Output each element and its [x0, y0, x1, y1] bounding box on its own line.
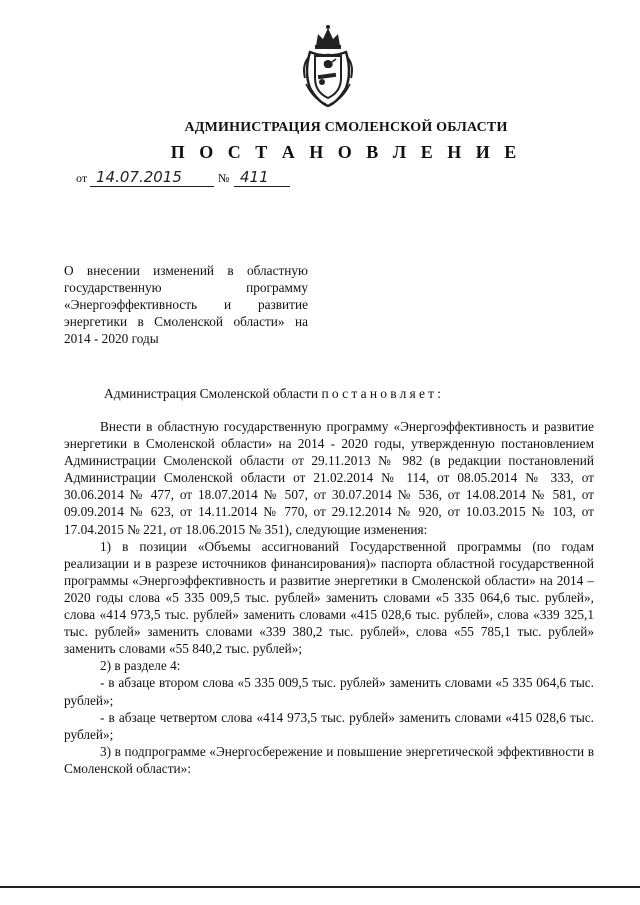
paragraph-item-2: 2) в разделе 4:	[100, 658, 181, 674]
preamble	[104, 386, 604, 402]
handwritten-date: 14.07.2015	[96, 168, 182, 186]
preamble-verb: постановляет:	[321, 386, 445, 401]
document-body	[64, 418, 594, 777]
subject-text: О внесении изменений в областную государственную программу «Энергоэффективность и развитие энергетики в Смоленской области» на 2014 - 2020 годы	[64, 263, 308, 346]
paragraph-item-2-sub-1: - в абзаце втором слова «5 335 009,5 тыс. рублей» заменить словами «5 335 064,6 тыс. рублей»;	[64, 675, 594, 708]
preamble-agent: Администрация Смоленской области	[104, 386, 319, 401]
date-from-label: от	[76, 171, 88, 185]
paragraph-intro: Внести в областную государственную программу «Энергоэффективность и развитие энергетики в Смоленской области» на 2014 - 2020 годы, утвержденную постановлением Администрации Смоленской области от 29.11.2013 № 982 (в редакции постановлений Администрации Смоленской области от 21.02.2014 № 114, от 08.05.2014 № 333, от 30.06.2014 № 477, от 18.07.2014 № 507, от 30.07.2014 № 536, от 14.08.2014 № 581, от 09.09.2014 № 623, от 14.11.2014 № 770, от 29.12.2014 № 920, от 10.03.2015 № 103, от 17.04.2015 № 221, от 18.06.2015 № 351), следующие изменения:	[64, 419, 594, 537]
document-subject	[64, 262, 308, 347]
date-number-line	[76, 168, 316, 188]
handwritten-number: 411	[240, 168, 269, 186]
organization-title: АДМИНИСТРАЦИЯ СМОЛЕНСКОЙ ОБЛАСТИ	[184, 120, 508, 135]
document-type-title: П О С Т А Н О В Л Е Н И Е	[170, 142, 522, 162]
paragraph-item-1: 1) в позиции «Объемы ассигнований Государственной программы (по годам реализации и в разрезе источников финансирования)» паспорта областной государственной программы «Энергоэффективность и развитие энергетики в Смоленской области» на 2014 – 2020 годы слова «5 335 009,5 тыс. рублей» заменить словами «5 335 064,6 тыс. рублей», слова «414 973,5 тыс. рублей» заменить словами «415 028,6 тыс. рублей», слова «339 325,1 тыс. рублей» заменить словами «339 380,2 тыс. рублей», слова «55 785,1 тыс. рублей» заменить словами «55 840,2 тыс. рублей»;	[64, 538, 594, 657]
coat-of-arms-icon	[296, 22, 360, 112]
paragraph-item-2-sub-2: - в абзаце четвертом слова «414 973,5 тыс. рублей» заменить словами «415 028,6 тыс. рублей»;	[64, 709, 594, 742]
number-label: №	[218, 171, 230, 185]
bottom-edge-line	[0, 886, 640, 888]
paragraph-item-3: 3) в подпрограмме «Энергосбережение и повышение энергетической эффективности в Смоленской области»:	[64, 743, 594, 776]
